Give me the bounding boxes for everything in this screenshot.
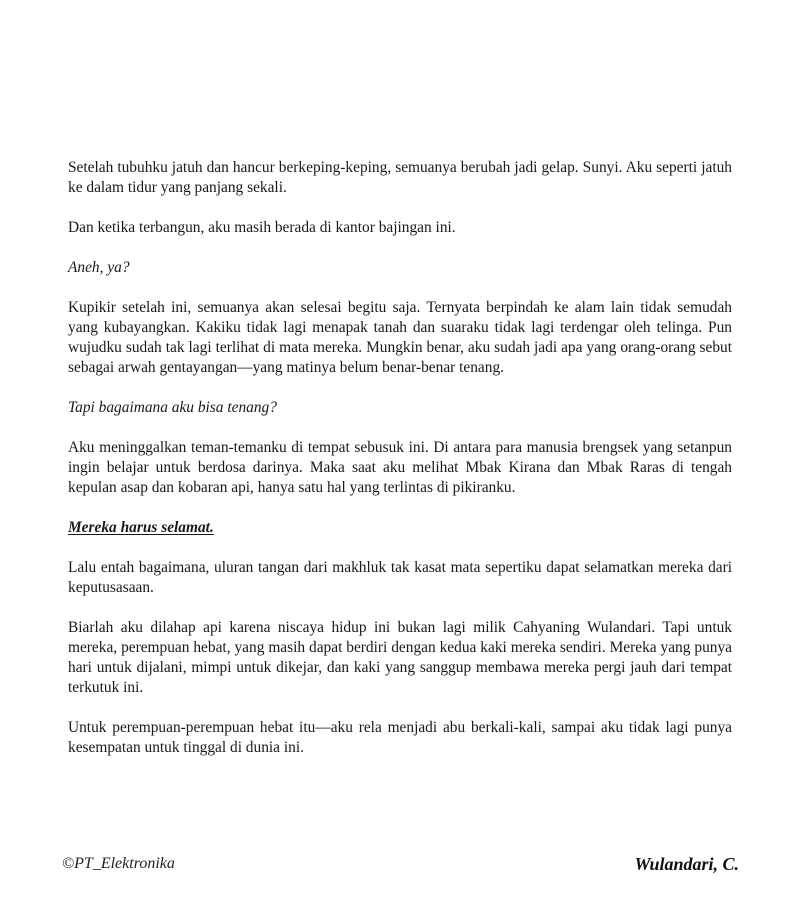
paragraph-7-emphasis: Mereka harus selamat. — [68, 519, 214, 536]
paragraph-8: Lalu entah bagaimana, uluran tangan dari makhluk tak kasat mata sepertiku dapat selamatkan mereka dari keputusasaan. — [68, 559, 732, 596]
paragraph-3-italic: Aneh, ya? — [68, 259, 130, 276]
paragraph-9: Biarlah aku dilahap api karena niscaya hidup ini bukan lagi milik Cahyaning Wulandari. Tapi untuk mereka, perempuan hebat, yang masih dapat berdiri dengan kedua kaki mereka sendiri. Mereka yang punya hari untuk dijalani, mimpi untuk dikejar, dan kaki yang sanggup membawa mereka pergi jauh dari tempat terkutuk ini. — [68, 619, 732, 696]
footer-author: Wulandari, C. — [634, 854, 739, 874]
paragraph-4: Kupikir setelah ini, semuanya akan selesai begitu saja. Ternyata berpindah ke alam lain tidak semudah yang kubayangkan. Kakiku tidak lagi menapak tanah dan suaraku tidak lagi terdengar oleh telinga. Pun wujudku sudah tak lagi terlihat di mata mereka. Mungkin benar, aku sudah jadi apa yang orang-orang sebut sebagai arwah gentayangan—yang matinya belum benar-benar tenang. — [68, 299, 732, 376]
paragraph-2: Dan ketika terbangun, aku masih berada di kantor bajingan ini. — [68, 219, 456, 236]
paragraph-6: Aku meninggalkan teman-temanku di tempat sebusuk ini. Di antara para manusia brengsek yang setanpun ingin belajar untuk berdosa darinya. Maka saat aku melihat Mbak Kirana dan Mbak Raras di tengah kepulan asap dan kobaran api, hanya satu hal yang terlintas di pikiranku. — [68, 439, 732, 496]
paragraph-10: Untuk perempuan-perempuan hebat itu—aku rela menjadi abu berkali-kali, sampai aku tidak lagi punya kesempatan untuk tinggal di dunia ini. — [68, 719, 732, 756]
story-body — [68, 158, 732, 778]
paragraph-1: Setelah tubuhku jatuh dan hancur berkeping-keping, semuanya berubah jadi gelap. Sunyi. Aku seperti jatuh ke dalam tidur yang panjang sekali. — [68, 159, 732, 196]
paragraph-5-italic: Tapi bagaimana aku bisa tenang? — [68, 399, 277, 416]
footer-copyright: ©PT_Elektronika — [62, 855, 175, 872]
